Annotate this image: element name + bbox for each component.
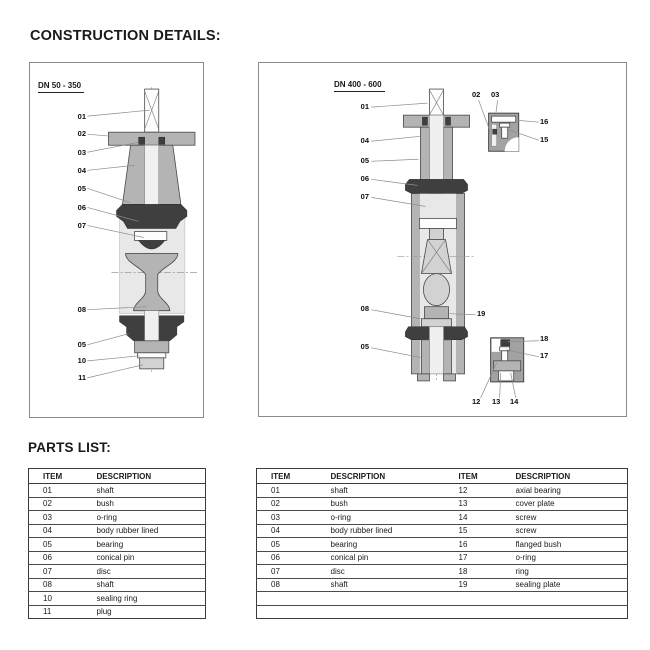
bottom-detail-view (491, 338, 524, 382)
item-cell: 13 (459, 497, 516, 511)
part-label: 05 (77, 184, 86, 193)
part-label: 17 (540, 351, 549, 360)
description-cell: shaft (331, 484, 459, 498)
table-row (29, 497, 206, 511)
table-row (29, 524, 206, 538)
part-label: 02 (472, 90, 481, 99)
item-cell: 07 (29, 565, 97, 579)
table-row (257, 511, 628, 525)
description-cell (331, 605, 459, 619)
table-header-row (257, 469, 628, 484)
item-cell: 02 (29, 497, 97, 511)
part-label: 12 (472, 397, 481, 406)
description-cell: shaft (97, 578, 206, 592)
part-label: 15 (540, 135, 549, 144)
description-cell: body rubber lined (97, 524, 206, 538)
part-label: 05 (360, 342, 369, 351)
table-row (257, 497, 628, 511)
table-row (29, 592, 206, 606)
parts-table-dn400-600 (256, 468, 628, 619)
part-label: 19 (477, 309, 486, 318)
item-cell: 04 (29, 524, 97, 538)
table-row (29, 511, 206, 525)
item-cell (257, 605, 331, 619)
part-label: 06 (360, 174, 369, 183)
description-cell: plug (96, 607, 112, 617)
part-label: 04 (77, 166, 86, 175)
part-label: 14 (510, 397, 519, 406)
table-row (257, 538, 628, 552)
parts-list-title: PARTS LIST: (28, 440, 111, 455)
part-label: 03 (491, 90, 500, 99)
description-cell: shaft (97, 484, 206, 498)
description-cell (331, 592, 459, 606)
description-cell: bearing (331, 538, 459, 552)
column-header-description: DESCRIPTION (331, 469, 459, 484)
description-cell: bush (331, 497, 459, 511)
column-header-item: ITEM (257, 469, 331, 484)
description-cell: sealing ring (97, 592, 206, 606)
item-cell: 18 (459, 565, 516, 579)
table-row (29, 605, 206, 619)
part-label: 03 (77, 148, 86, 157)
valve-diagram-dn50-350 (30, 63, 203, 417)
description-cell: screw (516, 524, 628, 538)
item-cell: 12 (459, 484, 516, 498)
column-header-description: DESCRIPTION (516, 469, 628, 484)
description-cell: sealing plate (516, 578, 628, 592)
item-cell: 03 (29, 511, 97, 525)
item-cell: 14 (459, 511, 516, 525)
item-cell: 05 (29, 538, 97, 552)
description-cell: axial bearing (516, 484, 628, 498)
top-detail-view (489, 113, 519, 151)
description-cell: conical pin (331, 551, 459, 565)
table-row (257, 551, 628, 565)
column-header-description: DESCRIPTION (97, 469, 206, 484)
description-cell: o-ring (97, 511, 206, 525)
part-label: 01 (360, 102, 369, 111)
description-cell: screw (516, 511, 628, 525)
diagram-panel-dn50-350 (29, 62, 204, 418)
description-cell (516, 605, 628, 619)
item-cell: 06 (29, 551, 97, 565)
part-label: 08 (77, 305, 86, 314)
part-label: 01 (77, 112, 86, 121)
item-cell: 04 (257, 524, 331, 538)
part-label: 02 (77, 129, 86, 138)
item-cell: 19 (459, 578, 516, 592)
table-row (29, 551, 206, 565)
diagram-caption-dn400-600: DN 400 - 600 (334, 80, 385, 92)
item-cell: 08 (257, 578, 331, 592)
item-cell: 05 (257, 538, 331, 552)
column-header-item: ITEM (459, 469, 516, 484)
table-row (29, 565, 206, 579)
description-cell: shaft (331, 578, 459, 592)
description-cell: body rubber lined (331, 524, 459, 538)
valve-cross-section (108, 87, 198, 374)
item-cell (257, 592, 331, 606)
column-header-item: ITEM (29, 469, 97, 484)
table-row (257, 592, 628, 606)
description-cell: flanged bush (516, 538, 628, 552)
part-label: 07 (360, 192, 369, 201)
part-label: 08 (360, 304, 369, 313)
item-cell (459, 592, 516, 606)
table-header-row (29, 469, 206, 484)
table-row (257, 578, 628, 592)
item-cell (459, 605, 516, 619)
table-row (257, 484, 628, 498)
item-cell: 01 (29, 484, 97, 498)
valve-cross-section (397, 89, 475, 381)
valve-diagram-dn400-600 (259, 63, 626, 416)
item-cell: 02 (257, 497, 331, 511)
table-row (257, 524, 628, 538)
description-cell: conical pin (97, 551, 206, 565)
item-cell: 16 (459, 538, 516, 552)
item-cell: 15 (459, 524, 516, 538)
part-label: 16 (540, 117, 549, 126)
table-row (257, 605, 628, 619)
part-label: 05 (77, 340, 86, 349)
page-title: CONSTRUCTION DETAILS: (30, 28, 221, 44)
table-row (29, 578, 206, 592)
table-row (29, 538, 206, 552)
description-cell: o-ring (516, 551, 628, 565)
item-cell: 03 (257, 511, 331, 525)
description-cell: o-ring (331, 511, 459, 525)
item-cell: 10 (29, 592, 97, 606)
item-cell: 17 (459, 551, 516, 565)
description-cell: bearing (97, 538, 206, 552)
item-cell: 07 (257, 565, 331, 579)
part-label: 18 (540, 334, 549, 343)
diagram-caption-dn50-350: DN 50 - 350 (38, 81, 84, 93)
table-row (29, 484, 206, 498)
parts-table-dn50-350 (28, 468, 206, 619)
part-label: 04 (360, 136, 369, 145)
table-row (257, 565, 628, 579)
item-cell: 01 (257, 484, 331, 498)
diagram-panel-dn400-600 (258, 62, 627, 417)
part-label: 07 (77, 221, 86, 230)
part-label: 11 (78, 373, 86, 382)
item-cell: 06 (257, 551, 331, 565)
part-label: 05 (360, 156, 369, 165)
description-cell: disc (97, 565, 206, 579)
description-cell: disc (331, 565, 459, 579)
description-cell: ring (516, 565, 628, 579)
part-label: 06 (77, 203, 86, 212)
item-cell: 11 (43, 607, 52, 617)
description-cell: cover plate (516, 497, 628, 511)
description-cell (516, 592, 628, 606)
part-label: 10 (77, 356, 86, 365)
part-label: 13 (492, 397, 501, 406)
description-cell: bush (97, 497, 206, 511)
item-cell: 08 (29, 578, 97, 592)
